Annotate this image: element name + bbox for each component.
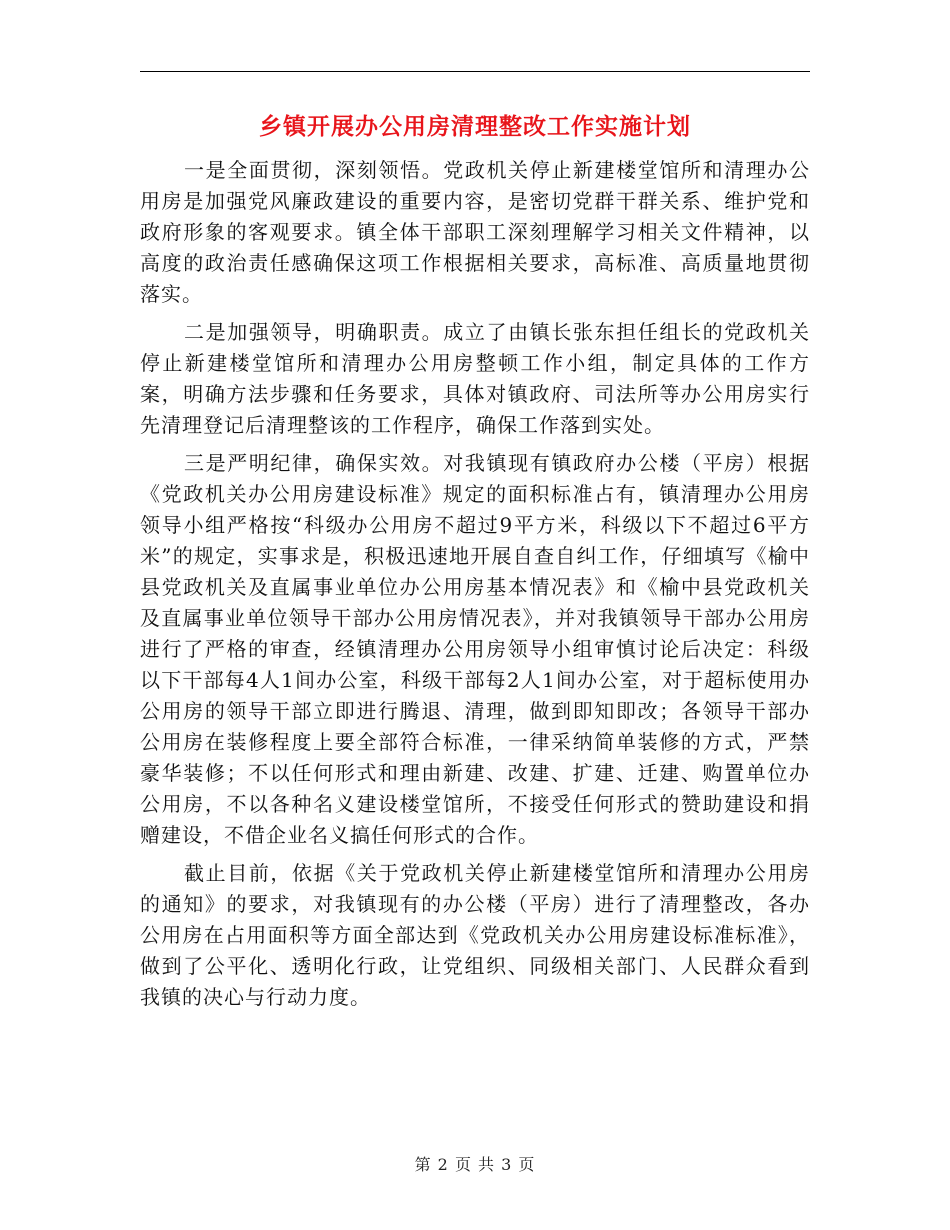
document-title: 乡镇开展办公用房清理整改工作实施计划: [259, 114, 691, 140]
header-rule: [140, 71, 810, 72]
paragraph-3: 三是严明纪律，确保实效。对我镇现有镇政府办公楼（平房）根据《党政机关办公用房建设标准》规定的面积标准占有，镇清理办公用房领导小组严格按“科级办公用房不超过9平方米，科级以下不超过6平方米”的规定，实事求是，积极迅速地开展自查自纠工作，仔细填写《榆中县党政机关及直属事业单位办公用房基本情况表》和《榆中县党政机关及直属事业单位领导干部办公用房情况表》，并对我镇领导干部办公用房进行了严格的审查，经镇清理办公用房领导小组审慎讨论后决定：科级以下干部每4人1间办公室，科级干部每2人1间办公室，对于超标使用办公用房的领导干部立即进行腾退、清理，做到即知即改；各领导干部办公用房在装修程度上要全部符合标准，一律采纳简单装修的方式，严禁豪华装修；不以任何形式和理由新建、改建、扩建、迁建、购置单位办公用房，不以各种名义建设楼堂馆所，不接受任何形式的赞助建设和捐赠建设，不借企业名义搞任何形式的合作。: [140, 451, 810, 847]
page-number: 第 2 页 共 3 页: [414, 1155, 536, 1174]
paragraph-2: 二是加强领导，明确职责。成立了由镇长张东担任组长的党政机关停止新建楼堂馆所和清理办公用房整顿工作小组，制定具体的工作方案，明确方法步骤和任务要求，具体对镇政府、司法所等办公用房实行先清理登记后清理整该的工作程序，确保工作落到实处。: [140, 320, 810, 437]
paragraph-1: 一是全面贯彻，深刻领悟。党政机关停止新建楼堂馆所和清理办公用房是加强党风廉政建设的重要内容，是密切党群干群关系、维护党和政府形象的客观要求。镇全体干部职工深刻理解学习相关文件精神，以高度的政治责任感确保这项工作根据相关要求，高标准、高质量地贯彻落实。: [140, 158, 810, 306]
document-body: [140, 155, 810, 1013]
paragraph-4: 截止目前，依据《关于党政机关停止新建楼堂馆所和清理办公用房的通知》的要求，对我镇现有的办公楼（平房）进行了清理整改，各办公用房在占用面积等方面全部达到《党政机关办公用房建设标准标准》，做到了公平化、透明化行政，让党组织、同级相关部门、人民群众看到我镇的决心与行动力度。: [140, 861, 810, 1009]
